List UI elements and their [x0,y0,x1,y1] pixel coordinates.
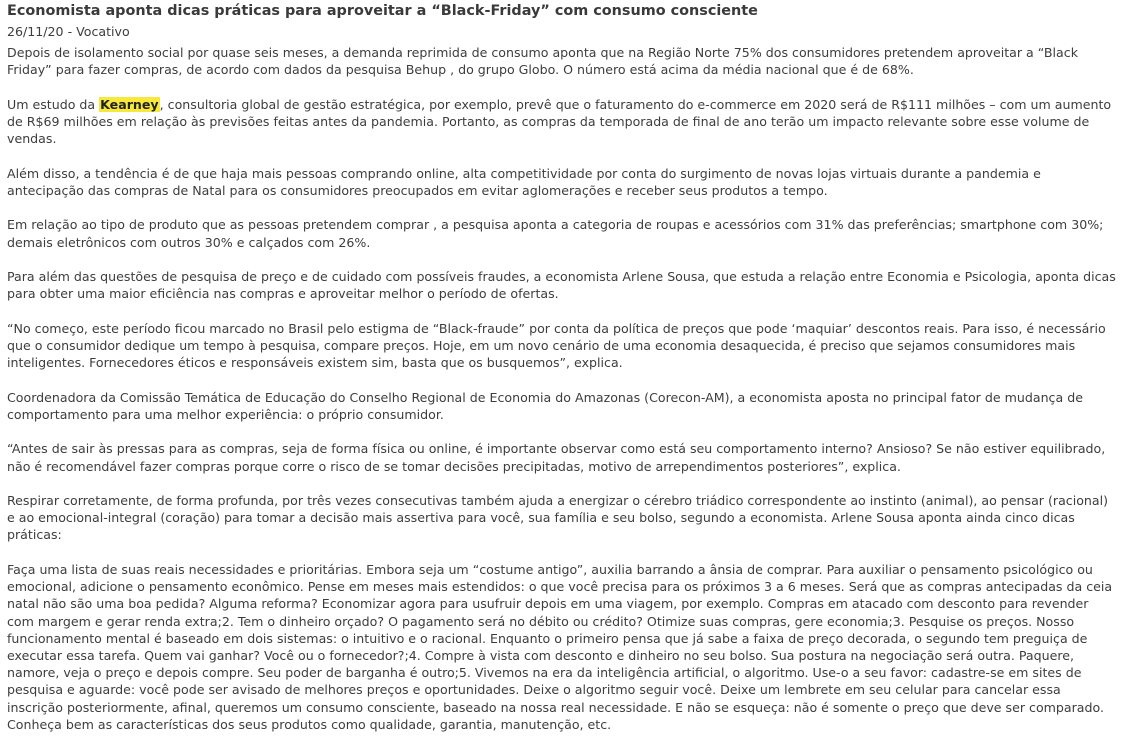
paragraph-10: Faça uma lista de suas reais necessidades e prioritárias. Embora seja um “costume antigo”, auxilia barrando a ânsia de comprar. Para auxiliar o pensamento psicológico ou emocional, adicione o pensamento econômico. Pense em meses mais estendidos: o que você precisa para os próximos 3 a 6 meses. Será que as compras antecipadas da ceia natal não são uma boa pedida? Alguma reforma? Economizar agora para usufruir depois em uma viagem, por exemplo. Compras em atacado com desconto para revender com margem e gerar renda extra;2. Tem o dinheiro orçado? O pagamento será no débito ou crédito? Otimize suas compras, gere economia;3. Pesquise os preços. Nosso funcionamento mental é baseado em dois sistemas: o intuitivo e o racional. Enquanto o primeiro pensa que já sabe a faixa de preço decorada, o segundo tem preguiça de executar essa tarefa. Quem vai ganhar? Você ou o fornecedor?;4. Compre à vista com desconto e dinheiro no seu bolso. Sua postura na negociação será outra. Paquere, namore, veja o preço e depois compre. Seu poder de barganha é outro;5. Vivemos na era da inteligência artificial, o algoritmo. Use-o a seu favor: cadastre-se em sites de pesquisa e aguarde: você pode ser avisado de melhores preços e oportunidades. Deixe o algoritmo seguir você. Deixe um lembrete em seu celular para cancelar essa inscrição posteriormente, afinal, queremos um consumo consciente, baseado na nossa real necessidade. E não se esqueça: não é somente o preço que deve ser comparado. Conheça bem as características dos seus produtos como qualidade, garantia, manutenção, etc. [7,561,1113,732]
paragraph-7: Coordenadora da Comissão Temática de Educação do Conselho Regional de Economia do Amazonas (Corecon-AM), a economista aposta no principal fator de mudança de comportamento para uma melhor experiência: o próprio consumidor. [7,389,1083,422]
article-title: Economista aponta dicas práticas para aproveitar a “Black-Friday” com consumo consciente [7,3,758,19]
article-meta: 26/11/20 - Vocativo [7,24,130,39]
paragraph-1: Depois de isolamento social por quase seis meses, a demanda reprimida de consumo aponta que na Região Norte 75% dos consumidores pretendem aproveitar a “Black Friday” para fazer compras, de acordo com dados da pesquisa Behup , do grupo Globo. O número está acima da média nacional que é de 68%. [7,45,1078,78]
paragraph-5: Para além das questões de pesquisa de preço e de cuidado com possíveis fraudes, a economista Arlene Sousa, que estuda a relação entre Economia e Psicologia, aponta dicas para obter uma maior eficiência nas compras e aproveitar melhor o período de ofertas. [7,269,1116,302]
paragraph-6: “No começo, este período ficou marcado no Brasil pelo estigma de “Black-fraude” por conta da política de preços que pode ‘maquiar’ descontos reais. Para isso, é necessário que o consumidor dedique um tempo à pesquisa, compare preços. Hoje, em um novo cenário de uma economia desaquecida, é preciso que sejamos consumidores mais inteligentes. Fornecedores éticos e responsáveis existem sim, basta que os busquemos”, explica. [7,320,1106,371]
paragraph-2-start: Um estudo da [7,96,100,112]
paragraph-8: “Antes de sair às pressas para as compras, seja de forma física ou online, é importante observar como está seu comportamento interno? Ansioso? Se não estiver equilibrado, não é recomendável fazer compras porque corre o risco de se tomar decisões precipitadas, motivo de arrependimentos posteriores”, explica. [7,441,1106,474]
paragraph-2-end: , consultoria global de gestão estratégica, por exemplo, prevê que o faturamento do e-commerce em 2020 será de R$111 milhões – com um aumento de R$69 milhões em relação às previsões feitas antes da pandemia. Portanto, as compras da temporada de final de ano terão um impacto relevante sobre esse volume de vendas. [7,96,1112,147]
article [7,2,1119,750]
paragraph-2 [7,96,1119,148]
paragraph-9: Respirar corretamente, de forma profunda, por três vezes consecutivas também ajuda a energizar o cérebro triádico correspondente ao instinto (animal), ao pensar (racional) e ao emocional-integral (coração) para tomar a decisão mais assertiva para você, sua família e seu bolso, segundo a economista. Arlene Sousa aponta ainda cinco dicas práticas: [7,493,1109,543]
paragraph-3: Além disso, a tendência é de que haja mais pessoas comprando online, alta competitividade por conta do surgimento de novas lojas virtuais durante a pandemia e antecipação das compras de Natal para os consumidores preocupados em evitar aglomerações e receber seus produtos a tempo. [7,165,1041,198]
paragraph-4: Em relação ao tipo de produto que as pessoas pretendem comprar , a pesquisa aponta a categoria de roupas e acessórios com 31% das preferências; smartphone com 30%; demais eletrônicos com outros 30% e calçados com 26%. [7,217,1104,250]
highlighted-term: Kearney [100,96,159,112]
